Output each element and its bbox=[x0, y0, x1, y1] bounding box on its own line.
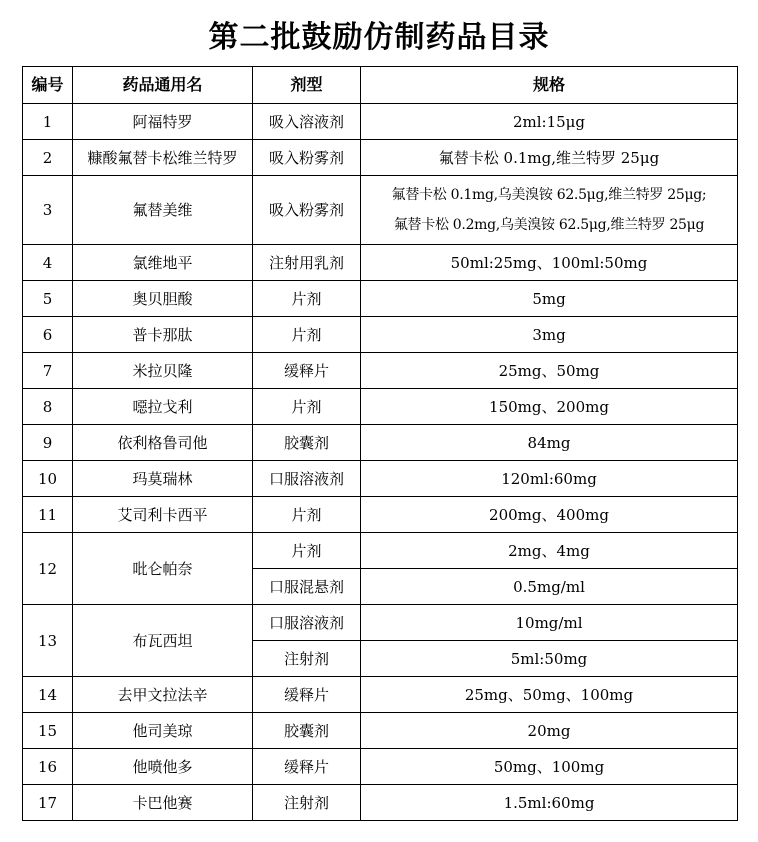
cell-drug-name: 他司美琼 bbox=[73, 713, 253, 749]
table-header-row bbox=[23, 67, 738, 104]
table-row bbox=[23, 104, 738, 140]
cell-drug-name: 氯维地平 bbox=[73, 245, 253, 281]
cell-specification: 5ml:50mg bbox=[361, 641, 738, 677]
cell-specification: 150mg、200mg bbox=[361, 389, 738, 425]
cell-dosage-form: 片剂 bbox=[253, 317, 361, 353]
cell-specification: 2ml:15μg bbox=[361, 104, 738, 140]
table-row bbox=[23, 677, 738, 713]
cell-drug-name: 米拉贝隆 bbox=[73, 353, 253, 389]
table-row bbox=[23, 425, 738, 461]
header-specification: 规格 bbox=[361, 67, 738, 104]
table-row bbox=[23, 785, 738, 821]
cell-drug-name: 布瓦西坦 bbox=[73, 605, 253, 677]
cell-dosage-form: 口服混悬剂 bbox=[253, 569, 361, 605]
cell-drug-name: 普卡那肽 bbox=[73, 317, 253, 353]
cell-number: 16 bbox=[23, 749, 73, 785]
cell-specification: 1.5ml:60mg bbox=[361, 785, 738, 821]
cell-number: 13 bbox=[23, 605, 73, 677]
cell-drug-name: 吡仑帕奈 bbox=[73, 533, 253, 605]
cell-number: 10 bbox=[23, 461, 73, 497]
cell-dosage-form: 吸入粉雾剂 bbox=[253, 176, 361, 245]
table-row bbox=[23, 317, 738, 353]
cell-dosage-form: 胶囊剂 bbox=[253, 713, 361, 749]
cell-number: 8 bbox=[23, 389, 73, 425]
cell-number: 17 bbox=[23, 785, 73, 821]
table-row bbox=[23, 353, 738, 389]
cell-dosage-form: 口服溶液剂 bbox=[253, 461, 361, 497]
cell-drug-name: 依利格鲁司他 bbox=[73, 425, 253, 461]
cell-drug-name: 阿福特罗 bbox=[73, 104, 253, 140]
spec-line: 氟替卡松 0.1mg,乌美溴铵 62.5μg,维兰特罗 25μg; bbox=[391, 187, 707, 203]
spec-line: 氟替卡松 0.2mg,乌美溴铵 62.5μg,维兰特罗 25μg bbox=[393, 217, 705, 233]
cell-dosage-form: 片剂 bbox=[253, 497, 361, 533]
cell-dosage-form: 缓释片 bbox=[253, 353, 361, 389]
cell-dosage-form: 注射用乳剂 bbox=[253, 245, 361, 281]
cell-dosage-form: 吸入粉雾剂 bbox=[253, 140, 361, 176]
table-row bbox=[23, 605, 738, 641]
table-row bbox=[23, 245, 738, 281]
table-row bbox=[23, 749, 738, 785]
cell-dosage-form: 片剂 bbox=[253, 281, 361, 317]
header-number: 编号 bbox=[23, 67, 73, 104]
cell-drug-name: 艾司利卡西平 bbox=[73, 497, 253, 533]
drug-catalog-table bbox=[22, 66, 738, 821]
cell-drug-name: 玛莫瑞林 bbox=[73, 461, 253, 497]
cell-drug-name: 氟替美维 bbox=[73, 176, 253, 245]
table-row bbox=[23, 497, 738, 533]
cell-number: 9 bbox=[23, 425, 73, 461]
cell-dosage-form: 胶囊剂 bbox=[253, 425, 361, 461]
cell-dosage-form: 缓释片 bbox=[253, 677, 361, 713]
cell-dosage-form: 注射剂 bbox=[253, 785, 361, 821]
cell-specification: 5mg bbox=[361, 281, 738, 317]
cell-specification bbox=[361, 176, 738, 245]
cell-dosage-form: 口服溶液剂 bbox=[253, 605, 361, 641]
cell-specification: 2mg、4mg bbox=[361, 533, 738, 569]
cell-drug-name: 噁拉戈利 bbox=[73, 389, 253, 425]
cell-drug-name: 卡巴他赛 bbox=[73, 785, 253, 821]
cell-number: 15 bbox=[23, 713, 73, 749]
cell-dosage-form: 注射剂 bbox=[253, 641, 361, 677]
cell-drug-name: 他喷他多 bbox=[73, 749, 253, 785]
cell-specification: 氟替卡松 0.1mg,维兰特罗 25μg bbox=[361, 140, 738, 176]
cell-drug-name: 奥贝胆酸 bbox=[73, 281, 253, 317]
cell-specification: 50ml:25mg、100ml:50mg bbox=[361, 245, 738, 281]
table-row bbox=[23, 281, 738, 317]
cell-specification: 25mg、50mg、100mg bbox=[361, 677, 738, 713]
cell-dosage-form: 吸入溶液剂 bbox=[253, 104, 361, 140]
cell-number: 5 bbox=[23, 281, 73, 317]
cell-specification: 0.5mg/ml bbox=[361, 569, 738, 605]
table-row bbox=[23, 713, 738, 749]
cell-specification: 25mg、50mg bbox=[361, 353, 738, 389]
cell-number: 14 bbox=[23, 677, 73, 713]
cell-drug-name: 去甲文拉法辛 bbox=[73, 677, 253, 713]
table-row bbox=[23, 533, 738, 569]
table-row bbox=[23, 176, 738, 245]
cell-number: 6 bbox=[23, 317, 73, 353]
cell-number: 12 bbox=[23, 533, 73, 605]
cell-number: 7 bbox=[23, 353, 73, 389]
header-drug-name: 药品通用名 bbox=[73, 67, 253, 104]
page-title: 第二批鼓励仿制药品目录 bbox=[208, 20, 550, 55]
cell-number: 11 bbox=[23, 497, 73, 533]
table-row bbox=[23, 461, 738, 497]
cell-dosage-form: 缓释片 bbox=[253, 749, 361, 785]
cell-specification: 20mg bbox=[361, 713, 738, 749]
cell-specification: 10mg/ml bbox=[361, 605, 738, 641]
header-dosage-form: 剂型 bbox=[253, 67, 361, 104]
cell-drug-name: 糠酸氟替卡松维兰特罗 bbox=[73, 140, 253, 176]
cell-dosage-form: 片剂 bbox=[253, 389, 361, 425]
table-row bbox=[23, 140, 738, 176]
cell-specification: 3mg bbox=[361, 317, 738, 353]
cell-specification: 50mg、100mg bbox=[361, 749, 738, 785]
table-row bbox=[23, 389, 738, 425]
cell-number: 2 bbox=[23, 140, 73, 176]
cell-number: 1 bbox=[23, 104, 73, 140]
cell-specification: 200mg、400mg bbox=[361, 497, 738, 533]
cell-number: 3 bbox=[23, 176, 73, 245]
cell-specification: 120ml:60mg bbox=[361, 461, 738, 497]
cell-specification: 84mg bbox=[361, 425, 738, 461]
cell-dosage-form: 片剂 bbox=[253, 533, 361, 569]
cell-number: 4 bbox=[23, 245, 73, 281]
